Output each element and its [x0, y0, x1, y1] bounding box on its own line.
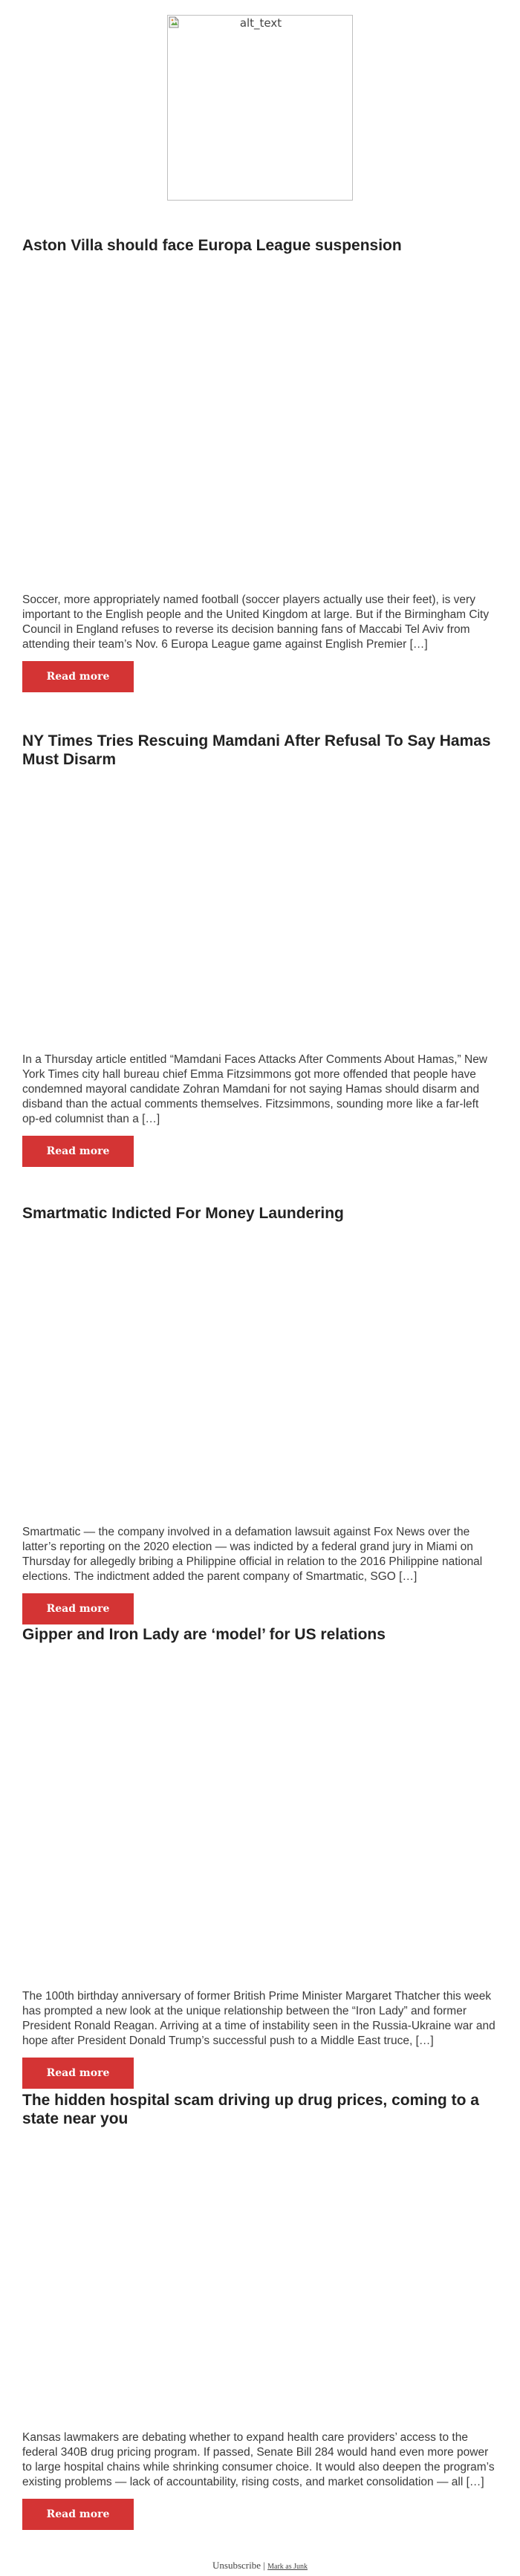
read-more-button[interactable]: Read more: [22, 661, 134, 692]
unsubscribe-link[interactable]: Unsubscribe: [212, 2560, 261, 2571]
article-title: Aston Villa should face Europa League suspension: [22, 237, 402, 254]
footer-separator: |: [263, 2560, 265, 2571]
article-excerpt: In a Thursday article entitled “Mamdani Faces Attacks After Comments About Hamas,” New York Times city hall bureau chief Emma Fitzsimmons got more offended that people have condemned mayoral candidate Zohran Mamdani for not saying Hamas should disarm and disband than the actual comments themselves. Fitzsimmons, sounding more like a far-left op-ed columnist than a […]: [22, 1053, 488, 1125]
article-card: [22, 2091, 498, 2520]
article-card: [22, 236, 498, 683]
article-title: Gipper and Iron Lady are ‘model’ for US relations: [22, 1626, 386, 1643]
article-card: [22, 1204, 498, 1615]
logo-alt-text: alt_text: [239, 16, 282, 30]
footer: [0, 2560, 520, 2573]
read-more-button[interactable]: Read more: [22, 2499, 134, 2530]
read-more-button[interactable]: Read more: [22, 2058, 134, 2089]
read-more-button[interactable]: Read more: [22, 1593, 134, 1624]
article-excerpt: Smartmatic — the company involved in a defamation lawsuit against Fox News over the latter’s reporting on the 2020 election — was indicted by a federal grand jury in Miami on Thursday for allegedly bribing a Philippine official in relation to the 2016 Philippine national elections. The indictment added the parent company of Smartmatic, SGO […]: [22, 1526, 483, 1583]
article-title: Smartmatic Indicted For Money Laundering: [22, 1205, 344, 1222]
article-title: NY Times Tries Rescuing Mamdani After Refusal To Say Hamas Must Disarm: [22, 732, 491, 768]
read-more-button[interactable]: Read more: [22, 1136, 134, 1167]
mark-as-junk-link[interactable]: Mark as Junk: [267, 2563, 308, 2571]
article-excerpt: The 100th birthday anniversary of former British Prime Minister Margaret Thatcher this week has prompted a new look at the unique relationship between the “Iron Lady” and former President Ronald Reagan. Arriving at a time of instability seen in the Russia-Ukraine war and hope after President Donald Trump’s successful push to a Middle East truce, […]: [22, 1990, 495, 2047]
article-card: [22, 1625, 498, 2079]
article-excerpt: Kansas lawmakers are debating whether to expand health care providers’ access to the federal 340B drug pricing program. If passed, Senate Bill 284 would hand even more power to large hospital chains while shrinking consumer choice. It would also deepen the program’s existing problems — lack of accountability, rising costs, and market consolidation — all […]: [22, 2431, 495, 2488]
article-card: [22, 732, 498, 1157]
header-logo-area: [0, 15, 520, 202]
article-title: The hidden hospital scam driving up drug prices, coming to a state near you: [22, 2092, 479, 2127]
logo-image: [167, 15, 353, 201]
article-excerpt: Soccer, more appropriately named football (soccer players actually use their feet), is very important to the English people and the United Kingdom at large. But if the Birmingham City Council in England refuses to reverse its decision banning fans of Maccabi Tel Aviv from attending their team’s Nov. 6 Europa League game against English Premier […]: [22, 593, 490, 651]
